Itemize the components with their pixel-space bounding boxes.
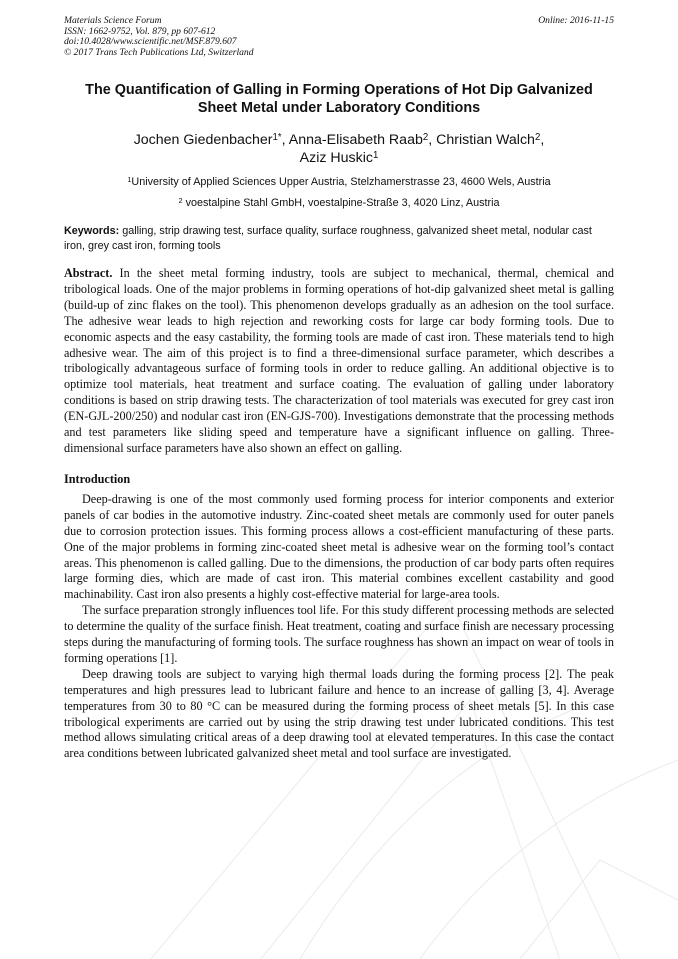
- author-separator: ,: [428, 132, 437, 148]
- introduction-body: [64, 492, 614, 762]
- affiliation-text: voestalpine Stahl GmbH, voestalpine-Straße 3, 4020 Linz, Austria: [182, 197, 500, 209]
- copyright-line: © 2017 Trans Tech Publications Ltd, Switzerland: [64, 46, 254, 58]
- introduction-heading: Introduction: [64, 471, 131, 486]
- author-affiliation-mark: 1: [372, 149, 379, 161]
- introduction-paragraph: Deep drawing tools are subject to varying high thermal loads during the forming process [2]. The peak temperatures and high pressures lead to lubricant failure and hence to an increase of galling [3, 4]. Average temperatures from 30 to 80 °C can be measured during the forming process of sheet metals [5]. In this case tribological experiments are carried out by using the strip drawing test under lubricated conditions. This test method allows simulating critical areas of a deep drawing tool at elevated temperatures. In this case the contact area conditions between lubricated galvanized sheet metal and tool surface are investigated.: [64, 666, 614, 761]
- affiliation-1: [64, 175, 614, 189]
- abstract-text: In the sheet metal forming industry, tools are subject to mechanical, thermal, chemical and tribological loads. One of the major problems in forming operations of hot-dip galvanized sheet metal is galling (build-up of zinc flakes on the tool). This phenomenon develops gradually as an adhesion on the tool surface. The adhesive wear leads to high rejection and reworking costs for large car body forming tools. Due to economic aspects and the easy castability, the forming tools are made of cast iron. These materials tend to high adhesive wear. The aim of this project is to find a three-dimensional surface parameter, which describes a tribologically advantageous surface of forming tools in order to reduce galling. An additional objective is to optimize tool materials, heat treatment and surface coating. The evaluation of galling under laboratory conditions is based on strip drawing tests. The characterization of tool materials was executed for grey cast iron (EN-GJL-200/250) and nodular cast iron (EN-GJS-700). Investigations demonstrate that the processing methods and test parameters like sliding speed and temperature have a significant influence on galling. Three-dimensional surface parameters have also shown an effect on galling.: [64, 266, 614, 455]
- paper-page: [64, 16, 614, 762]
- author-affiliation-mark: 1*: [272, 131, 282, 143]
- author-list: [64, 131, 614, 167]
- author-name: Christian Walch: [436, 132, 535, 148]
- keywords-label: Keywords:: [64, 225, 120, 237]
- author-separator: ,: [281, 132, 289, 148]
- author-name: Anna-Elisabeth Raab: [288, 132, 423, 148]
- doi-link[interactable]: doi:10.4028/www.scientific.net/MSF.879.607: [64, 36, 237, 47]
- affiliation-mark: 1: [127, 174, 132, 184]
- online-date: Online: 2016-11-15: [538, 15, 614, 26]
- affiliation-2: [64, 196, 614, 210]
- author-affiliation-mark: 2: [422, 131, 429, 143]
- affiliation-mark: 2: [178, 195, 183, 205]
- abstract-block: [64, 266, 614, 457]
- abstract-label: Abstract.: [64, 266, 113, 280]
- author-name: Aziz Huskic: [299, 150, 373, 166]
- journal-name: Materials Science Forum: [64, 15, 162, 26]
- author-separator: ,: [540, 132, 545, 148]
- keywords-block: [64, 224, 614, 253]
- affiliation-text: University of Applied Sciences Upper Austria, Stelzhamerstrasse 23, 4600 Wels, Austria: [131, 176, 551, 188]
- introduction-paragraph: The surface preparation strongly influences tool life. For this study different processing methods are selected to determine the quality of the surface finish. Heat treatment, coating and surface finish are necessary processing steps during the manufacturing of forming tools. The surface roughness has shown an impact on wear of tools in forming operations [1].: [64, 603, 614, 665]
- author-affiliation-mark: 2: [534, 131, 541, 143]
- issn-line: ISSN: 1662-9752, Vol. 879, pp 607-612: [64, 25, 216, 37]
- keywords-text: galling, strip drawing test, surface quality, surface roughness, galvanized sheet metal, nodular cast iron, grey cast iron, forming tools: [64, 225, 592, 252]
- author-name: Jochen Giedenbacher: [133, 132, 273, 148]
- introduction-paragraph: Deep-drawing is one of the most commonly used forming process for interior components and exterior panels of car bodies in the automotive industry. Zinc-coated sheet metals are commonly used for outer panels due to corrosion protection issues. This forming process allows a cost-efficient manufacturing of these parts. One of the major problems in forming zinc-coated sheet metal is adhesive wear on the forming tool’s contact areas. This phenomenon is called galling. Due to the dimensions, the production of car body parts often requires large forming dies, which are made of cast iron. This material combines excellent castability and good machinability. Cast iron also presents a highly cost-effective material for large-area tools.: [64, 491, 614, 602]
- journal-header: [64, 16, 614, 62]
- paper-title: The Quantification of Galling in Forming Operations of Hot Dip Galvanized Sheet Metal under Laboratory Conditions: [85, 82, 593, 116]
